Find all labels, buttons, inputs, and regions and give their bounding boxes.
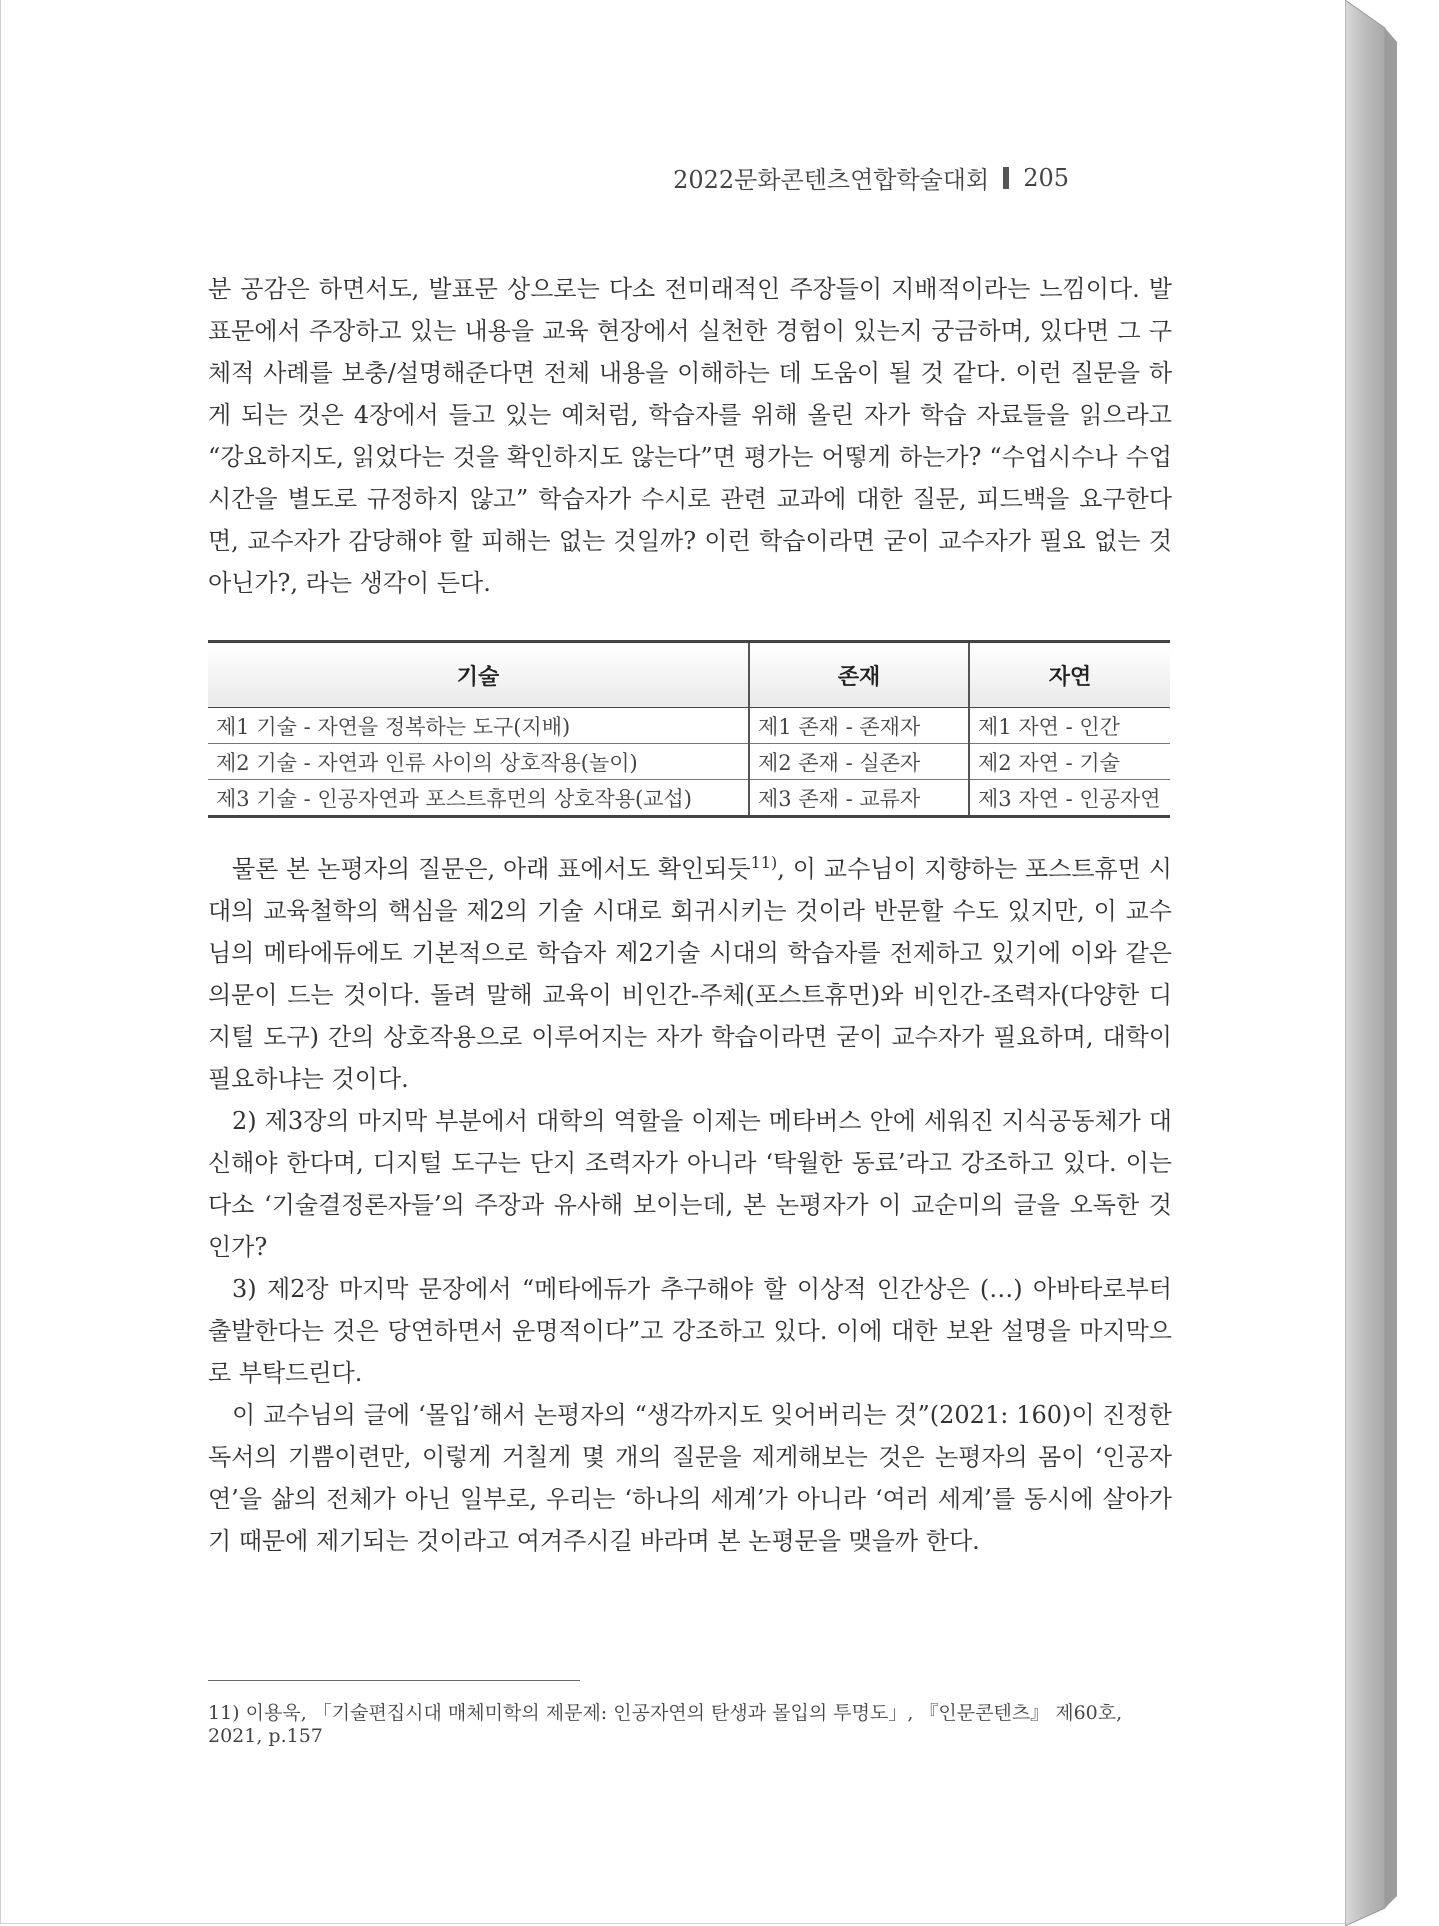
concept-table (208, 640, 1170, 818)
table-cell: 제3 자연 - 인공자연 (969, 780, 1170, 817)
body-text-top (208, 268, 1172, 604)
running-header-title: 2022문화콘텐츠연합학술대회 (673, 166, 990, 194)
table-header-technology: 기술 (208, 642, 749, 708)
table-header-nature: 자연 (969, 642, 1170, 708)
paragraph-2-text-b: , 이 교수님이 지향하는 포스트휴먼 시대의 교육철학의 핵심을 제2의 기술 시대로 회귀시키는 것이라 반문할 수도 있지만, 이 교수님의 메타에듀에도 기본적으로 학습자 제2기술 시대의 학습자를 전제하고 있기에 이와 같은 의문이 드는 것이다. 돌려 말해 교육이 비인간-주체(포스트휴먼)와 비인간-조력자(다양한 디지털 도구) 간의 상호작용으로 이루어지는 자가 학습이라면 굳이 교수자가 필요하며, 대학이 필요하냐는 것이다. (208, 855, 1172, 1093)
paragraph-1: 분 공감은 하면서도, 발표문 상으로는 다소 전미래적인 주장들이 지배적이라는 느낌이다. 발표문에서 주장하고 있는 내용을 교육 현장에서 실천한 경험이 있는지 궁금하며, 있다면 그 구체적 사례를 보충/설명해준다면 전체 내용을 이해하는 데 도움이 될 것 같다. 이런 질문을 하게 되는 것은 4장에서 들고 있는 예처럼, 학습자를 위해 올린 자가 학습 자료들을 읽으라고 “강요하지도, 읽었다는 것을 확인하지도 않는다”면 평가는 어떻게 하는가? “수업시수나 수업시간을 별도로 규정하지 않고” 학습자가 수시로 관련 교과에 대한 질문, 피드백을 요구한다면, 교수자가 감당해야 할 피해는 없는 것일까? 이런 학습이라면 굳이 교수자가 필요 없는 것 아닌가?, 라는 생각이 든다. (208, 275, 1172, 597)
footnote-divider (208, 1680, 580, 1681)
table-header-being: 존재 (749, 642, 969, 708)
table-row (208, 780, 1170, 817)
table-row (208, 744, 1170, 780)
table-row (208, 708, 1170, 744)
table-cell: 제2 기술 - 자연과 인류 사이의 상호작용(놀이) (208, 744, 749, 780)
page-stack-edge (1345, 0, 1405, 1926)
table-cell: 제3 기술 - 인공자연과 포스트휴먼의 상호작용(교섭) (208, 780, 749, 817)
footnote: 11) 이용욱, 「기술편집시대 매체미학의 제문제: 인공자연의 탄생과 몰입의 투명도」, 『인문콘텐츠』 제60호, 2021, p.157 (208, 1702, 1123, 1747)
paragraph-2 (208, 848, 1172, 1100)
paragraph-3: 2) 제3장의 마지막 부분에서 대학의 역할을 이제는 메타버스 안에 세워진 지식공동체가 대신해야 한다며, 디지털 도구는 단지 조력자가 아니라 ‘탁월한 동료’라고 강조하고 있다. 이는 다소 ‘기술결정론자들’의 주장과 유사해 보이는데, 본 논평자가 이 교순미의 글을 오독한 것인가? (208, 1107, 1172, 1261)
table-cell: 제1 기술 - 자연을 정복하는 도구(지배) (208, 708, 749, 744)
paragraph-5: 이 교수님의 글에 ‘몰입’해서 논평자의 “생각까지도 잊어버리는 것”(2021: 160)이 진정한 독서의 기쁨이련만, 이렇게 거칠게 몇 개의 질문을 제게해보는 것은 논평자의 몸이 ‘인공자연’을 삶의 전체가 아닌 일부로, 우리는 ‘하나의 세계’가 아니라 ‘여러 세계’를 동시에 살아가기 때문에 제기되는 것이라고 여겨주시길 바라며 본 논평문을 맺을까 한다. (208, 1401, 1172, 1555)
running-header (673, 160, 1069, 195)
comparison-table (208, 640, 1170, 818)
paragraph-4: 3) 제2장 마지막 문장에서 “메타에듀가 추구해야 할 이상적 인간상은 (…) 아바타로부터 출발한다는 것은 당연하면서 운명적이다”고 강조하고 있다. 이에 대한 보완 설명을 마지막으로 부탁드린다. (208, 1275, 1172, 1387)
page-number: 205 (1023, 163, 1069, 192)
header-separator (1003, 167, 1009, 189)
paragraph-2-text-a: 물론 본 논평자의 질문은, 아래 표에서도 확인되듯 (232, 855, 751, 883)
table-cell: 제1 자연 - 인간 (969, 708, 1170, 744)
table-cell: 제3 존재 - 교류자 (749, 780, 969, 817)
body-text-bottom (208, 848, 1172, 1562)
footnote-reference: 11) (750, 853, 778, 872)
table-cell: 제1 존재 - 존재자 (749, 708, 969, 744)
table-cell: 제2 자연 - 기술 (969, 744, 1170, 780)
table-cell: 제2 존재 - 실존자 (749, 744, 969, 780)
table-header-row (208, 642, 1170, 708)
